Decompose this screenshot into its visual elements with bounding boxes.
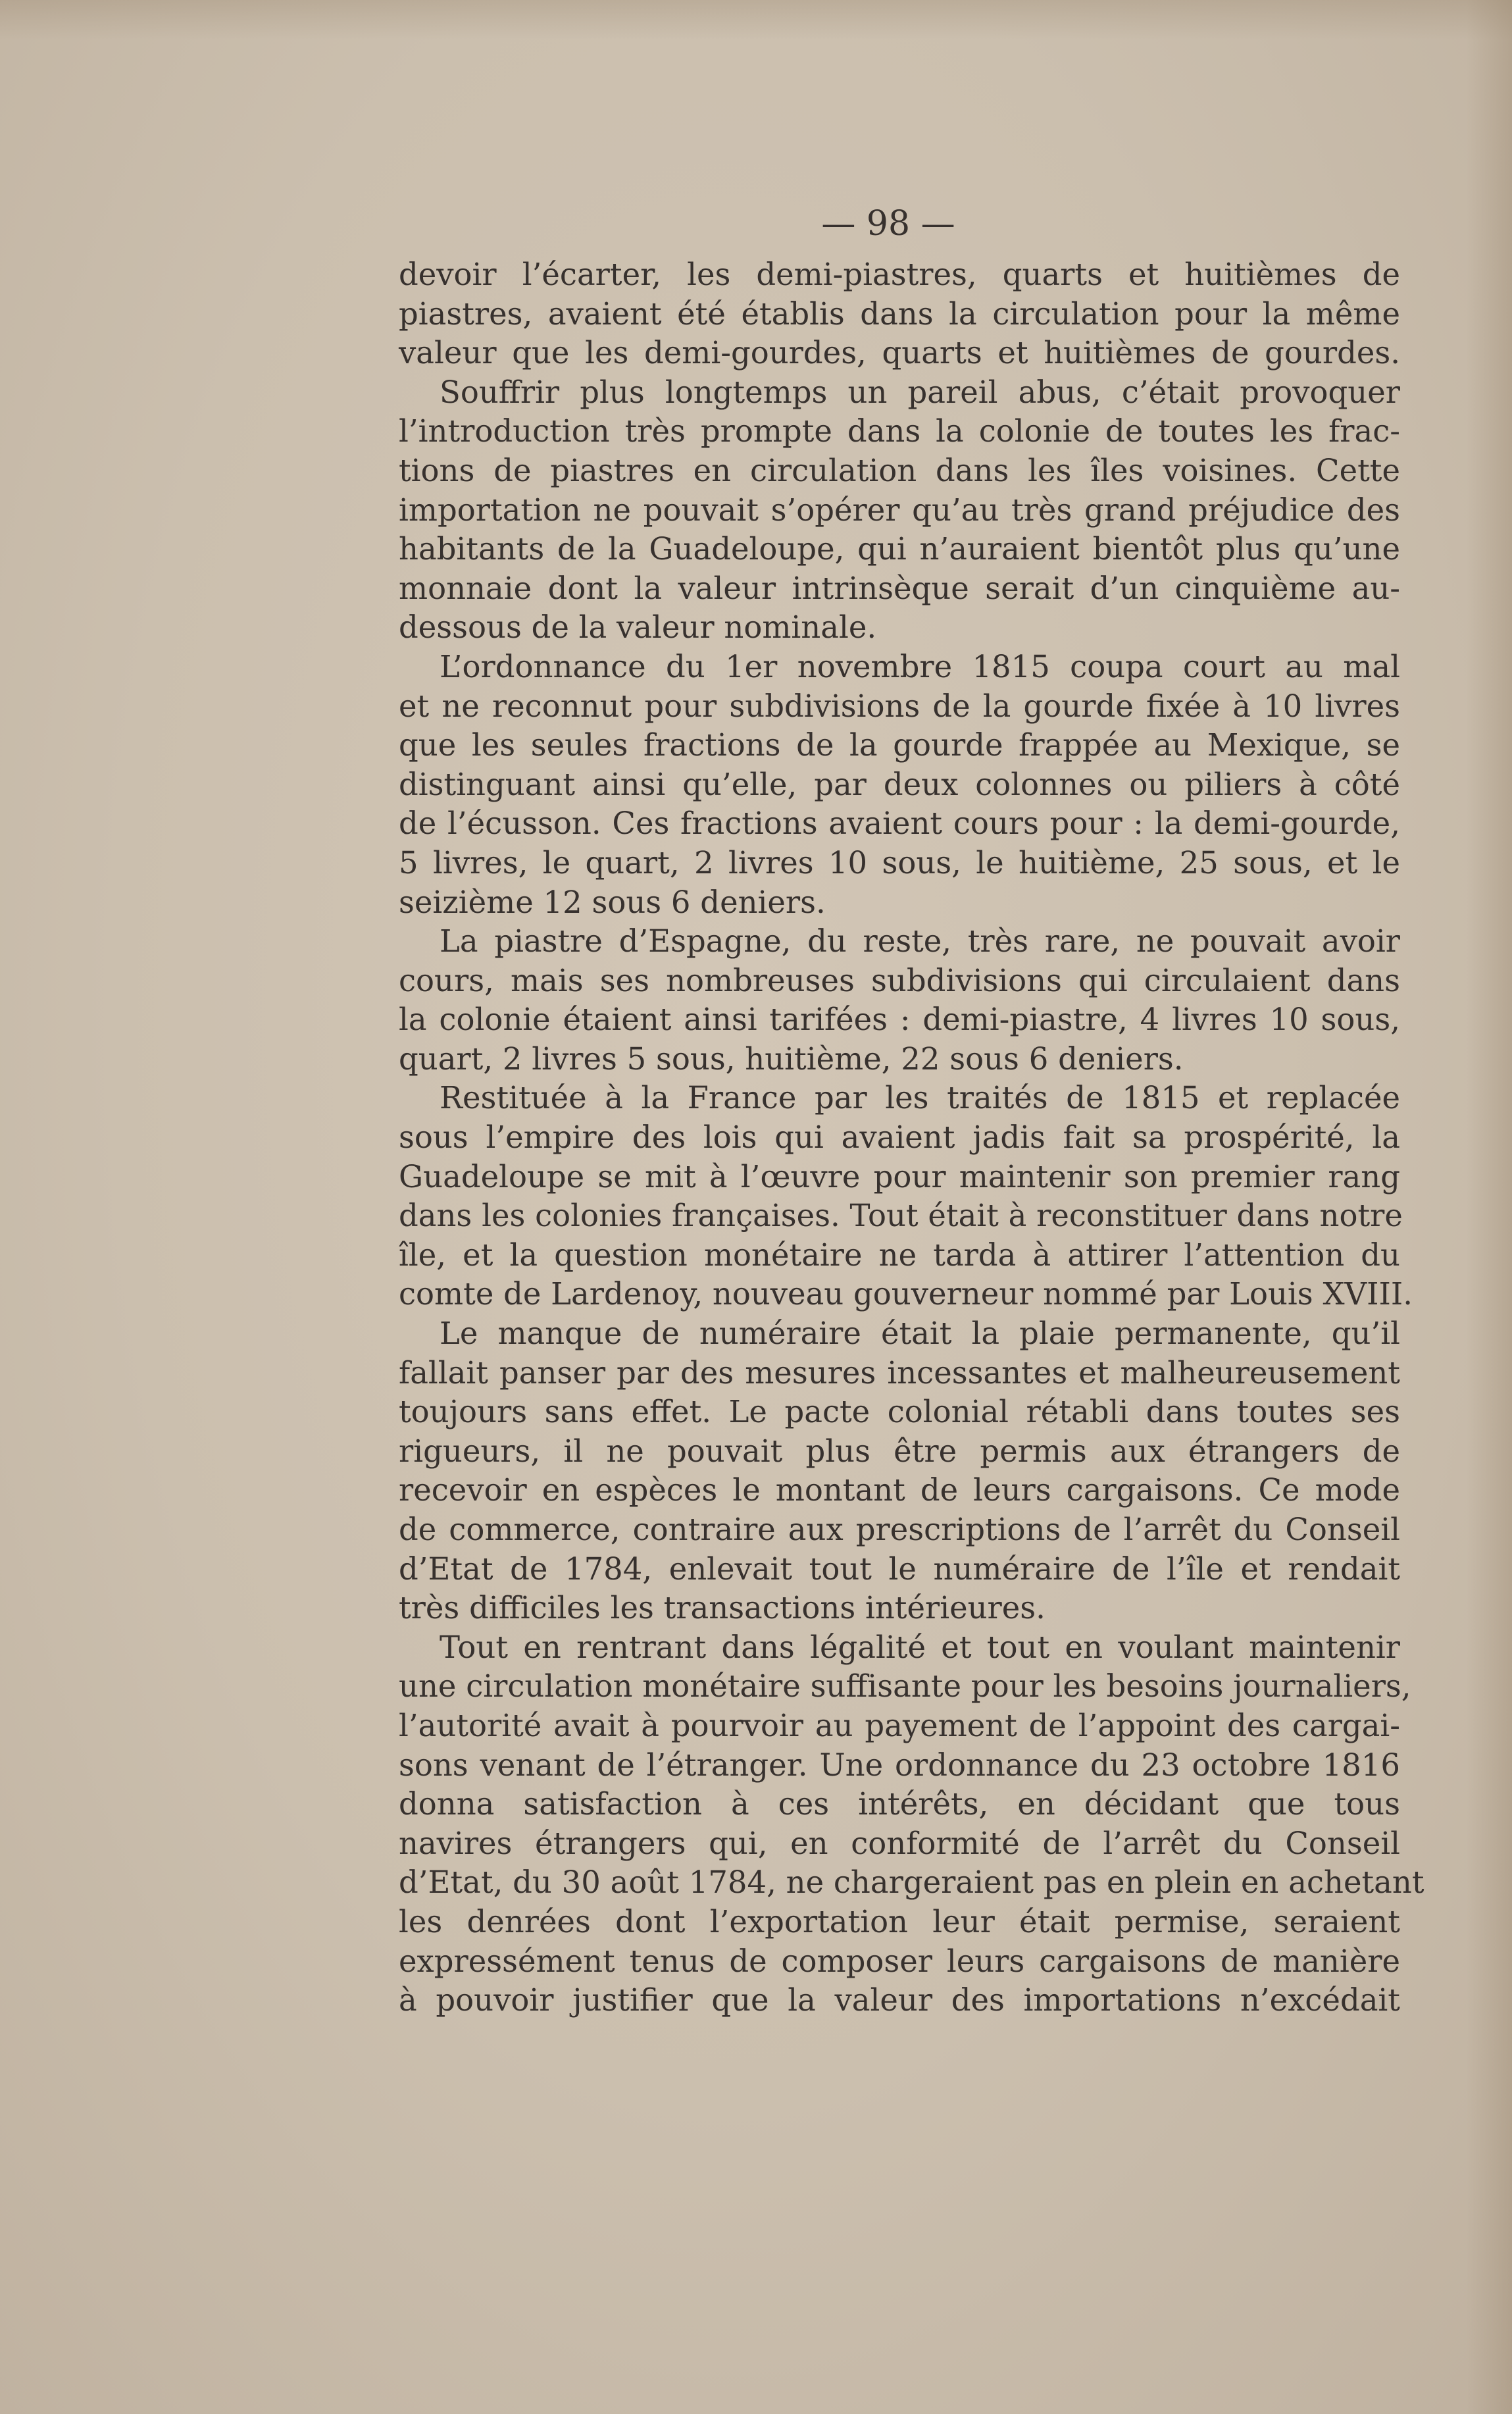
page-number: — 98 — bbox=[821, 204, 955, 244]
text-line: dessous de la valeur nominale. bbox=[399, 609, 877, 646]
text-line: une circulation monétaire suffisante pour les besoins journaliers, bbox=[399, 1668, 1411, 1705]
text-line: la colonie étaient ainsi tarifées : demi-piastre, 4 livres 10 sous, bbox=[399, 1002, 1400, 1038]
text-line: Tout en rentrant dans légalité et tout en voulant maintenir bbox=[440, 1629, 1400, 1665]
text-line: donna satisfaction à ces intérêts, en décidant que tous bbox=[399, 1786, 1400, 1822]
text-line: seizième 12 sous 6 deniers. bbox=[399, 884, 826, 920]
text-line: l’autorité avait à pourvoir au payement de l’appoint des cargai- bbox=[399, 1707, 1400, 1743]
text-line: Restituée à la France par les traités de 1815 et replacée bbox=[440, 1080, 1400, 1116]
text-line: de commerce, contraire aux prescriptions de l’arrêt du Conseil bbox=[399, 1512, 1400, 1547]
text-line: expressément tenus de composer leurs cargaisons de manière bbox=[399, 1943, 1400, 1979]
text-line: tions de piastres en circulation dans les îles voisines. Cette bbox=[399, 452, 1400, 488]
text-line: distinguant ainsi qu’elle, par deux colonnes ou piliers à côté bbox=[399, 766, 1400, 802]
text-line: île, et la question monétaire ne tarda à attirer l’attention du bbox=[399, 1237, 1400, 1273]
text-line: dans les colonies françaises. Tout était à reconstituer dans notre bbox=[399, 1198, 1403, 1234]
text-line: à pouvoir justifier que la valeur des importations n’excédait bbox=[399, 1982, 1400, 2018]
text-line: fallait panser par des mesures incessantes et malheureusement bbox=[399, 1354, 1400, 1391]
text-line: La piastre d’Espagne, du reste, très rare, ne pouvait avoir bbox=[440, 923, 1400, 960]
text-line: de l’écusson. Ces fractions avaient cours pour : la demi-gourde, bbox=[399, 806, 1400, 842]
text-line: habitants de la Guadeloupe, qui n’auraient bientôt plus qu’une bbox=[399, 531, 1400, 567]
text-line: et ne reconnut pour subdivisions de la gourde fixée à 10 livres bbox=[399, 688, 1400, 724]
text-line: que les seules fractions de la gourde frappée au Mexique, se bbox=[399, 727, 1400, 763]
text-line: recevoir en espèces le montant de leurs cargaisons. Ce mode bbox=[399, 1472, 1400, 1508]
text-line: devoir l’écarter, les demi-piastres, quarts et huitièmes de bbox=[399, 257, 1400, 292]
text-line: Souffrir plus longtemps un pareil abus, c’était provoquer bbox=[440, 374, 1400, 410]
text-line: très difficiles les transactions intérieures. bbox=[399, 1590, 1046, 1626]
text-line: 5 livres, le quart, 2 livres 10 sous, le huitième, 25 sous, et le bbox=[399, 844, 1400, 881]
text-line: sons venant de l’étranger. Une ordonnance du 23 octobre 1816 bbox=[399, 1747, 1400, 1783]
text-line: monnaie dont la valeur intrinsèque serait d’un cinquième au- bbox=[399, 570, 1400, 606]
text-line: valeur que les demi-gourdes, quarts et huitièmes de gourdes. bbox=[399, 335, 1400, 371]
text-line: d’Etat de 1784, enlevait tout le numéraire de l’île et rendait bbox=[399, 1551, 1400, 1587]
text-line: sous l’empire des lois qui avaient jadis fait sa prospérité, la bbox=[399, 1119, 1400, 1156]
text-line: d’Etat, du 30 août 1784, ne chargeraient pas en plein en achetant bbox=[399, 1864, 1424, 1901]
text-line: piastres, avaient été établis dans la circulation pour la même bbox=[399, 295, 1400, 332]
text-line: importation ne pouvait s’opérer qu’au très grand préjudice des bbox=[399, 492, 1400, 528]
text-line: l’introduction très prompte dans la colonie de toutes les frac- bbox=[399, 413, 1400, 449]
text-line: les denrées dont l’exportation leur était permise, seraient bbox=[399, 1903, 1400, 1939]
text-line: Le manque de numéraire était la plaie permanente, qu’il bbox=[440, 1316, 1400, 1352]
page-top-shadow bbox=[0, 0, 1512, 39]
text-line: rigueurs, il ne pouvait plus être permis aux étrangers de bbox=[399, 1433, 1400, 1469]
text-line: navires étrangers qui, en conformité de l’arrêt du Conseil bbox=[399, 1825, 1400, 1861]
text-line: comte de Lardenoy, nouveau gouverneur nommé par Louis XVIII. bbox=[399, 1276, 1413, 1312]
text-line: cours, mais ses nombreuses subdivisions qui circulaient dans bbox=[399, 962, 1400, 998]
text-line: quart, 2 livres 5 sous, huitième, 22 sous 6 deniers. bbox=[399, 1040, 1184, 1077]
text-line: Guadeloupe se mit à l’œuvre pour maintenir son premier rang bbox=[399, 1158, 1400, 1194]
text-line: L’ordonnance du 1er novembre 1815 coupa court au mal bbox=[440, 648, 1400, 684]
page-right-shadow bbox=[1466, 0, 1512, 2414]
text-line: toujours sans effet. Le pacte colonial rétabli dans toutes ses bbox=[399, 1394, 1400, 1430]
body-text bbox=[399, 255, 1424, 2020]
